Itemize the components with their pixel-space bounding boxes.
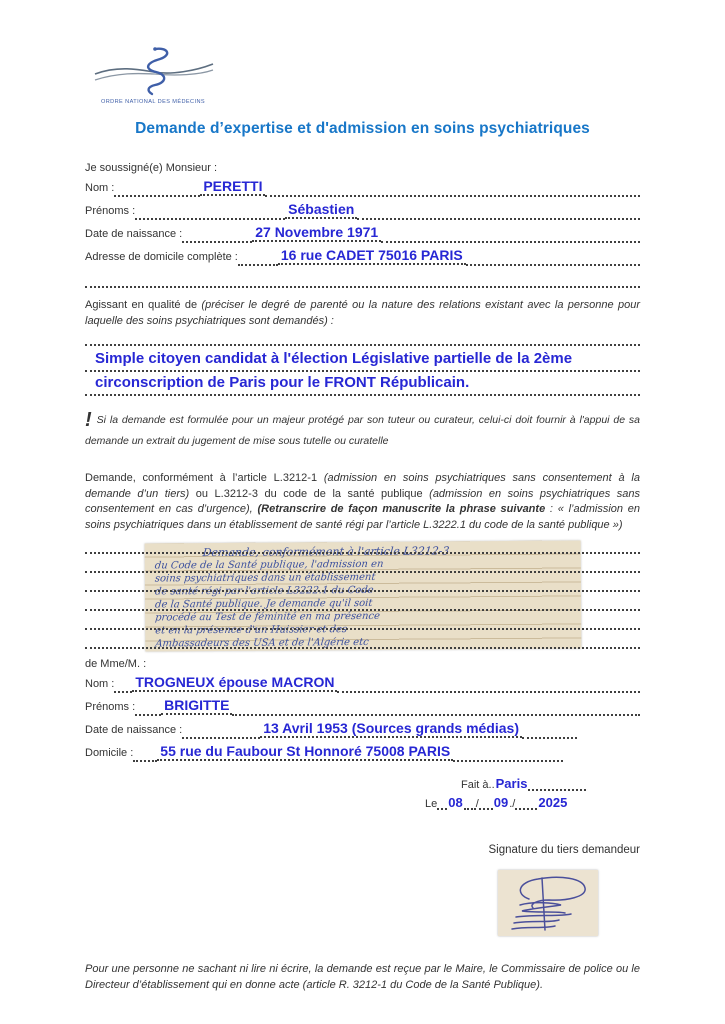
- field-value: 16 rue CADET 75016 PARIS: [278, 247, 466, 265]
- exclamation-mark: !: [85, 408, 92, 431]
- date-separator: /: [475, 798, 479, 811]
- date-day: 08: [448, 795, 463, 811]
- field-prenoms-third-party: [85, 697, 640, 720]
- logo-ordre-national-des-medecins: [89, 44, 219, 106]
- demande-seg2: (admission en soins psychiatriques sans consentement à la demande d’un tiers): [85, 471, 640, 500]
- page-title: Demande d’expertise et d'admission en soins psychiatriques: [135, 120, 590, 137]
- dotted-leader: [528, 787, 586, 791]
- date-label: Le: [425, 798, 438, 811]
- field-value: TROGNEUX épouse MACRON: [132, 674, 337, 692]
- handwriting-line: de la Santé publique. Je demande qu'il soit: [154, 598, 373, 611]
- qualite-label-normal: Agissant en qualité de: [85, 299, 202, 311]
- dotted-leader: [381, 239, 640, 243]
- dotted-leader: [133, 758, 157, 762]
- dotted-leader: [479, 806, 493, 810]
- field-value: 27 Novembre 1971: [252, 224, 381, 242]
- logo-caption: ORDRE NATIONAL DES MÉDECINS: [100, 99, 206, 105]
- field-value: BRIGITTE: [161, 697, 232, 715]
- fait-a-value: Paris: [495, 776, 528, 792]
- dotted-line: [85, 571, 640, 573]
- demande-seg3: ou L.3212-3 du code de la santé publique: [189, 487, 430, 500]
- qualite-label-italic: (préciser le degré de parenté ou la nature des relations existant avec la personne pour laquelle des soins psychiatriques sont demandés) :: [85, 299, 641, 327]
- handwritten-transcription-area: [85, 540, 640, 654]
- signature-label: Signature du tiers demandeur: [488, 844, 640, 857]
- handwriting-line: procédé au Test de féminité en ma présence: [154, 611, 381, 624]
- date-line: [425, 795, 640, 814]
- field-adresse-requester: [85, 247, 640, 270]
- date-month: 09: [493, 795, 509, 811]
- date-separator: ./: [509, 798, 516, 811]
- warning-note: [85, 406, 640, 449]
- signature-photo: [498, 870, 598, 936]
- dotted-leader: [232, 712, 640, 716]
- demande-seg5: (Retranscrire de façon manuscrite la phrase suivante: [257, 503, 546, 516]
- dotted-leader: [135, 216, 285, 220]
- signature-scribble-icon: [498, 870, 598, 936]
- dotted-leader: [265, 193, 640, 197]
- dotted-leader: [466, 262, 640, 266]
- field-label: Date de naissance :: [85, 228, 183, 240]
- field-label: Nom :: [85, 678, 115, 691]
- demande-paragraph: [85, 471, 640, 535]
- handwriting-line: Ambassadeurs des USA et de l'Algérie etc: [154, 637, 370, 650]
- demande-seg6: : « l’admission en soins psychiatriques dans un établissement de santé régi par l’article L.3222.1 du code de la santé publique »): [85, 503, 640, 532]
- handwriting-photo: [145, 541, 582, 652]
- qualite-label: [85, 298, 640, 330]
- date-year: 2025: [538, 795, 568, 811]
- dotted-leader: [464, 806, 476, 810]
- field-value: 13 Avril 1953 (Sources grands médias): [260, 720, 522, 738]
- dotted-leader: [114, 689, 132, 693]
- field-value: 55 rue du Faubour St Honnoré 75008 PARIS: [157, 743, 453, 761]
- dotted-leader: [135, 712, 161, 716]
- qualite-value-line2: circonscription de Paris pour le FRONT Républicain.: [85, 372, 640, 396]
- dotted-leader: [337, 689, 640, 693]
- footer-note: Pour une personne ne sachant ni lire ni écrire, la demande est reçue par le Maire, le Commissaire de police ou le Directeur d’établissement qui en donne acte (article R. 3212-1 du Code de la Santé Publique).: [85, 963, 640, 991]
- field-label: Nom :: [85, 182, 115, 194]
- dotted-leader: [453, 758, 563, 762]
- dotted-leader: [357, 216, 640, 220]
- intro-line: Je soussigné(e) Monsieur :: [85, 162, 218, 174]
- dotted-line: [85, 647, 640, 649]
- field-label: Domicile :: [85, 747, 134, 760]
- field-ddn-third-party: [85, 720, 640, 743]
- handwriting-line: du Code de la Santé publique, l'admission en: [154, 559, 384, 572]
- dotted-line: [85, 552, 640, 554]
- dotted-leader: [182, 239, 252, 243]
- field-nom-third-party: [85, 674, 640, 697]
- fait-a-label: Fait à..: [461, 779, 495, 792]
- dotted-leader: [522, 735, 577, 739]
- handwriting-line: soins psychiatriques dans un établissement: [154, 572, 376, 585]
- demande-seg1: Demande, conformément à l’article L.3212-1: [85, 471, 324, 484]
- field-value: Sébastien: [285, 201, 357, 219]
- dotted-line: [85, 270, 640, 288]
- handwriting-line: de santé régi par l'article L3222.1 du Code: [154, 585, 375, 598]
- qualite-value-line1: Simple citoyen candidat à l'élection Législative partielle de la 2ème: [85, 348, 640, 372]
- third-party-intro: de Mme/M. :: [85, 658, 147, 671]
- field-label: Prénoms :: [85, 701, 136, 714]
- field-nom-requester: [85, 178, 640, 201]
- demande-seg4: (admission en soins psychiatriques sans consentement en cas d’urgence),: [85, 487, 640, 516]
- field-label: Prénoms :: [85, 205, 136, 217]
- dotted-line: [85, 332, 640, 346]
- fait-a-line: [425, 776, 640, 795]
- caduceus-icon: [89, 44, 219, 106]
- field-ddn-requester: [85, 224, 640, 247]
- field-prenoms-requester: [85, 201, 640, 224]
- dotted-line: [85, 609, 640, 611]
- dotted-leader: [437, 806, 447, 810]
- field-value: PERETTI: [200, 178, 265, 196]
- field-label: Adresse de domicile complète :: [85, 251, 238, 263]
- fait-a-block: [425, 776, 640, 814]
- handwriting-line: Demande, conformément à l'article L3212-3: [202, 544, 451, 560]
- field-domicile-third-party: [85, 743, 640, 766]
- dotted-leader: [114, 193, 200, 197]
- warning-text: Si la demande est formulée pour un majeur protégé par son tuteur ou curateur, celui-ci doit fournir à l'appui de sa demande un extrait du jugement de mise sous tutelle ou curatelle: [85, 413, 640, 447]
- dotted-line: [85, 628, 640, 630]
- field-label: Date de naissance :: [85, 724, 183, 737]
- dotted-leader: [182, 735, 260, 739]
- dotted-leader: [238, 262, 278, 266]
- handwriting-line: et en la présence d'un Huissier et des: [154, 624, 348, 637]
- dotted-leader: [515, 806, 537, 810]
- dotted-line: [85, 590, 640, 592]
